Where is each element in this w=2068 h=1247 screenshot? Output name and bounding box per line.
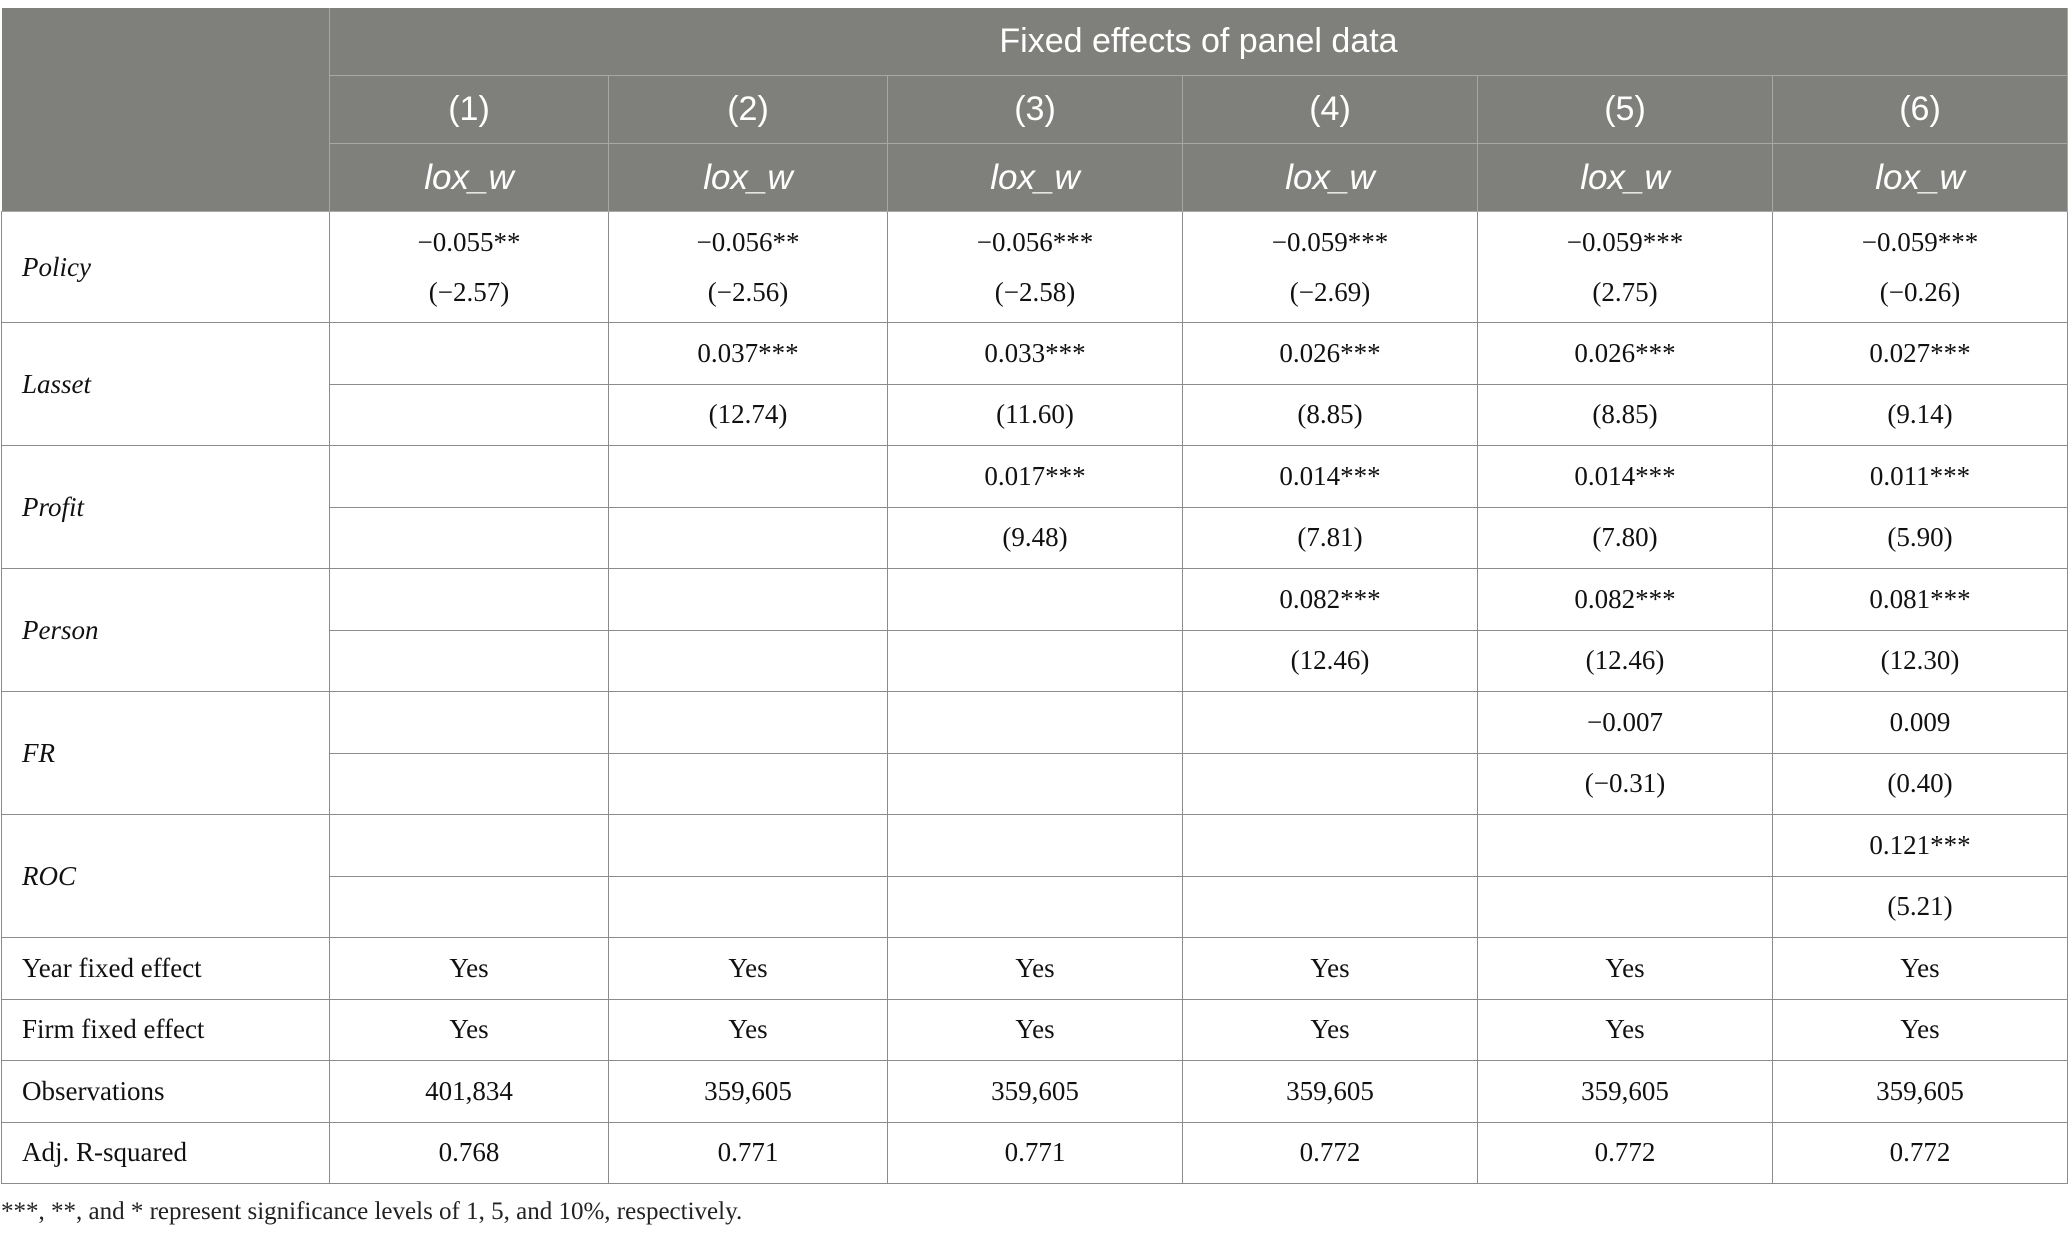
row-label-lasset: Lasset (2, 323, 330, 446)
coefficient-cell: 0.037*** (609, 323, 888, 385)
column-number: (6) (1773, 76, 2068, 144)
table-row-fr-coefficients (2, 692, 2068, 754)
t-statistic: (2.75) (1592, 277, 1658, 307)
t-statistic-cell: (8.85) (1478, 384, 1773, 446)
coefficient-cell: 0.121*** (1773, 815, 2068, 877)
coefficient-cell (330, 446, 609, 508)
t-statistic-cell (609, 507, 888, 569)
coefficient-cell: 0.026*** (1478, 323, 1773, 385)
coefficient: −0.059*** (1566, 227, 1684, 257)
summary-row-label: Year fixed effect (2, 938, 330, 1000)
column-number: (1) (330, 76, 609, 144)
coefficient: −0.059*** (1861, 227, 1979, 257)
dependent-variable: lox_w (1773, 144, 2068, 212)
regression-table-container (0, 8, 2068, 1226)
coefficient-cell (330, 815, 609, 877)
t-statistic-cell: (−0.31) (1478, 753, 1773, 815)
header-corner-cell (2, 8, 330, 212)
row-label-fr: FR (2, 692, 330, 815)
t-statistic-cell (1183, 753, 1478, 815)
summary-value-cell: 359,605 (609, 1061, 888, 1123)
table-row-profit-coefficients (2, 446, 2068, 508)
coefficient-cell: 0.081*** (1773, 569, 2068, 631)
table-row-summary (2, 1061, 2068, 1123)
t-statistic-cell: (7.80) (1478, 507, 1773, 569)
column-number: (4) (1183, 76, 1478, 144)
row-label-policy: Policy (2, 212, 330, 323)
policy-cell (1478, 212, 1773, 323)
dependent-variable: lox_w (888, 144, 1183, 212)
coefficient-cell: −0.007 (1478, 692, 1773, 754)
t-statistic-cell: (12.74) (609, 384, 888, 446)
column-number: (3) (888, 76, 1183, 144)
summary-value-cell: 359,605 (1183, 1061, 1478, 1123)
summary-row-label: Firm fixed effect (2, 999, 330, 1061)
coefficient-cell (888, 569, 1183, 631)
table-row-summary (2, 938, 2068, 1000)
t-statistic-cell: (12.46) (1183, 630, 1478, 692)
policy-cell (609, 212, 888, 323)
summary-row-label: Adj. R-squared (2, 1122, 330, 1184)
t-statistic: (−2.69) (1289, 277, 1371, 307)
coefficient-cell (1478, 815, 1773, 877)
coefficient-cell: 0.082*** (1183, 569, 1478, 631)
summary-value-cell: Yes (1183, 999, 1478, 1061)
column-number: (5) (1478, 76, 1773, 144)
coefficient-cell (888, 815, 1183, 877)
summary-value-cell: Yes (330, 938, 609, 1000)
coefficient-cell (330, 323, 609, 385)
t-statistic-cell (1478, 876, 1773, 938)
t-statistic-cell (330, 753, 609, 815)
summary-value-cell: Yes (609, 999, 888, 1061)
t-statistic: (−2.57) (428, 277, 510, 307)
summary-value-cell: Yes (888, 999, 1183, 1061)
coefficient-cell: 0.033*** (888, 323, 1183, 385)
summary-value-cell: 0.768 (330, 1122, 609, 1184)
coefficient-cell: 0.011*** (1773, 446, 2068, 508)
coefficient-cell: 0.009 (1773, 692, 2068, 754)
dependent-variable: lox_w (609, 144, 888, 212)
table-footnote: ***, **, and * represent significance levels of 1, 5, and 10%, respectively. (1, 1198, 743, 1225)
coefficient-cell: 0.014*** (1478, 446, 1773, 508)
coefficient-cell (1183, 815, 1478, 877)
policy-cell (888, 212, 1183, 323)
t-statistic-cell (888, 753, 1183, 815)
coefficient: −0.059*** (1271, 227, 1389, 257)
t-statistic-cell: (7.81) (1183, 507, 1478, 569)
t-statistic-cell (330, 630, 609, 692)
t-statistic-cell: (12.46) (1478, 630, 1773, 692)
table-row-roc-coefficients (2, 815, 2068, 877)
t-statistic-cell: (9.14) (1773, 384, 2068, 446)
row-label-roc: ROC (2, 815, 330, 938)
t-statistic-cell (330, 507, 609, 569)
policy-cell (330, 212, 609, 323)
t-statistic-cell: (11.60) (888, 384, 1183, 446)
summary-value-cell: Yes (888, 938, 1183, 1000)
column-number: (2) (609, 76, 888, 144)
coefficient-cell (330, 692, 609, 754)
table-row-person-coefficients (2, 569, 2068, 631)
coefficient-cell: 0.026*** (1183, 323, 1478, 385)
summary-value-cell: Yes (1478, 999, 1773, 1061)
dependent-variable: lox_w (330, 144, 609, 212)
coefficient: −0.055** (417, 227, 521, 257)
t-statistic: (−0.26) (1879, 277, 1961, 307)
coefficient-cell (888, 692, 1183, 754)
header-group-title: Fixed effects of panel data (330, 8, 2068, 76)
table-row-summary (2, 1122, 2068, 1184)
policy-cell (1183, 212, 1478, 323)
coefficient-cell: 0.017*** (888, 446, 1183, 508)
coefficient-cell (609, 446, 888, 508)
summary-value-cell: Yes (1773, 938, 2068, 1000)
t-statistic: (−2.58) (994, 277, 1076, 307)
summary-value-cell: Yes (1773, 999, 2068, 1061)
summary-value-cell: Yes (1183, 938, 1478, 1000)
dependent-variable: lox_w (1183, 144, 1478, 212)
coefficient-cell (609, 692, 888, 754)
table-body (2, 212, 2068, 323)
t-statistic-cell: (9.48) (888, 507, 1183, 569)
coefficient-cell: 0.014*** (1183, 446, 1478, 508)
summary-row-label: Observations (2, 1061, 330, 1123)
summary-value-cell: 0.771 (609, 1122, 888, 1184)
coefficient: −0.056** (696, 227, 800, 257)
summary-value-cell: 0.772 (1183, 1122, 1478, 1184)
coefficient-cell (609, 815, 888, 877)
summary-value-cell: 0.772 (1478, 1122, 1773, 1184)
t-statistic-cell (609, 753, 888, 815)
control-variables-body (2, 323, 2068, 938)
coefficient-cell: 0.027*** (1773, 323, 2068, 385)
summary-value-cell: 0.771 (888, 1122, 1183, 1184)
summary-value-cell: Yes (609, 938, 888, 1000)
coefficient-cell (609, 569, 888, 631)
t-statistic-cell: (8.85) (1183, 384, 1478, 446)
t-statistic-cell: (5.90) (1773, 507, 2068, 569)
t-statistic-cell (609, 630, 888, 692)
summary-value-cell: 359,605 (888, 1061, 1183, 1123)
t-statistic-cell: (0.40) (1773, 753, 2068, 815)
header-group-row (2, 8, 2068, 76)
summary-rows-body (2, 938, 2068, 1184)
summary-value-cell: Yes (1478, 938, 1773, 1000)
dependent-variable: lox_w (1478, 144, 1773, 212)
t-statistic: (−2.56) (707, 277, 789, 307)
summary-value-cell: 401,834 (330, 1061, 609, 1123)
t-statistic-cell (330, 876, 609, 938)
policy-cell (1773, 212, 2068, 323)
table-row-lasset-coefficients (2, 323, 2068, 385)
summary-value-cell: 359,605 (1478, 1061, 1773, 1123)
t-statistic-cell: (5.21) (1773, 876, 2068, 938)
summary-value-cell: Yes (330, 999, 609, 1061)
t-statistic-cell (888, 630, 1183, 692)
t-statistic-cell (330, 384, 609, 446)
table-header (2, 8, 2068, 212)
t-statistic-cell: (12.30) (1773, 630, 2068, 692)
coefficient: −0.056*** (976, 227, 1094, 257)
coefficient-cell (1183, 692, 1478, 754)
row-label-profit: Profit (2, 446, 330, 569)
table-row-summary (2, 999, 2068, 1061)
t-statistic-cell (1183, 876, 1478, 938)
summary-value-cell: 359,605 (1773, 1061, 2068, 1123)
summary-value-cell: 0.772 (1773, 1122, 2068, 1184)
coefficient-cell (330, 569, 609, 631)
row-label-person: Person (2, 569, 330, 692)
t-statistic-cell (609, 876, 888, 938)
coefficient-cell: 0.082*** (1478, 569, 1773, 631)
regression-table (1, 8, 2068, 1184)
t-statistic-cell (888, 876, 1183, 938)
table-row-policy (2, 212, 2068, 323)
